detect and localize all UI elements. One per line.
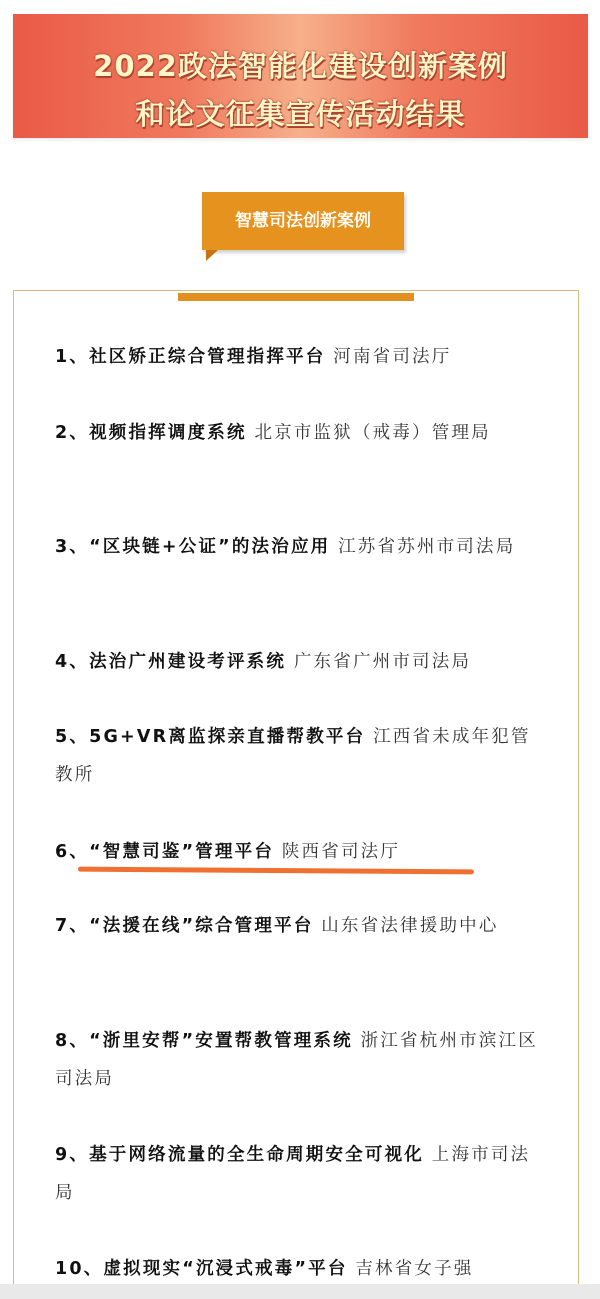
section-tag-tail — [206, 250, 218, 261]
item-number: 7、 — [55, 916, 90, 936]
item-title: “智慧司鉴”管理平台 — [89, 842, 275, 862]
item-number: 9、 — [55, 1145, 90, 1165]
item-title: 虚拟现实“沉浸式戒毒”平台 — [103, 1259, 348, 1279]
item-title: “浙里安帮”安置帮教管理系统 — [89, 1031, 353, 1051]
frame-accent-bar — [178, 293, 414, 301]
item-number: 10、 — [55, 1259, 104, 1279]
list-item-7 — [55, 907, 545, 945]
item-number: 8、 — [55, 1031, 90, 1051]
item-org: 江西省未成年犯管教所 — [55, 727, 531, 785]
item-org: 吉林省女子强 — [355, 1259, 474, 1279]
section-tag: 智慧司法创新案例 — [202, 192, 404, 250]
banner-title-line2: 和论文征集宣传活动结果 — [135, 97, 466, 131]
item-number: 2、 — [55, 423, 90, 443]
item-number: 6、 — [55, 842, 90, 862]
list-item-6 — [55, 833, 545, 871]
item-org: 北京市监狱（戒毒）管理局 — [254, 423, 491, 443]
item-title: 社区矫正综合管理指挥平台 — [89, 347, 326, 367]
list-item-5 — [55, 718, 545, 794]
item-number: 1、 — [55, 347, 90, 367]
item-org: 广东省广州市司法局 — [293, 652, 472, 672]
header-banner — [13, 14, 588, 138]
item-org: 浙江省杭州市滨江区司法局 — [55, 1031, 538, 1089]
bottom-edge — [0, 1284, 600, 1299]
item-title: “区块链+公证”的法治应用 — [89, 537, 331, 557]
list-item-4 — [55, 643, 545, 681]
item-number: 5、 — [55, 727, 90, 747]
item-org: 江苏省苏州市司法局 — [338, 537, 516, 557]
item-org: 上海市司法局 — [55, 1145, 531, 1203]
list-item-10 — [55, 1250, 545, 1288]
item-title: 法治广州建设考评系统 — [89, 652, 287, 672]
item-number: 4、 — [55, 652, 90, 672]
list-item-1 — [55, 338, 545, 376]
list-item-8 — [55, 1022, 545, 1098]
item-title: 5G+VR离监探亲直播帮教平台 — [89, 727, 366, 747]
list-item-9 — [55, 1136, 545, 1212]
list-item-3 — [55, 528, 545, 566]
item-org: 山东省法律援助中心 — [321, 916, 499, 936]
item-org: 陕西省司法厅 — [281, 842, 401, 862]
banner-title-line1: 2022政法智能化建设创新案例 — [93, 49, 508, 83]
item-title: 视频指挥调度系统 — [89, 423, 247, 443]
item-title: “法援在线”综合管理平台 — [89, 916, 314, 936]
item-org: 河南省司法厅 — [333, 347, 452, 367]
list-item-2 — [55, 414, 545, 452]
item-number: 3、 — [55, 537, 90, 557]
item-title: 基于网络流量的全生命周期安全可视化 — [89, 1145, 424, 1165]
